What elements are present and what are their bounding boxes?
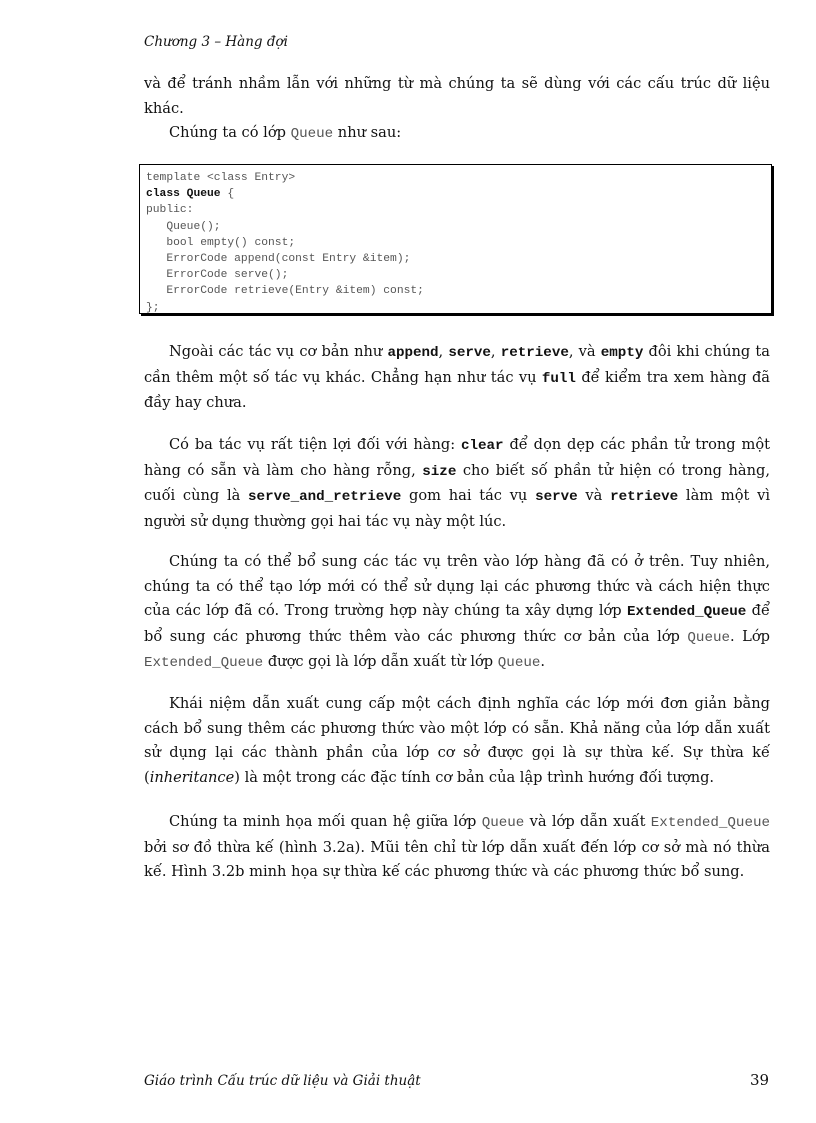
- code-keyword: clear: [461, 438, 504, 454]
- text: . Lớp: [730, 627, 770, 645]
- text: ) là một trong các đặc tính cơ bản của lập trình hướng đối tượng.: [234, 768, 715, 786]
- text: Có ba tác vụ rất tiện lợi đối với hàng:: [169, 436, 461, 453]
- paragraph-convenient-operations: [144, 433, 770, 534]
- text: được gọi là lớp dẫn xuất từ lớp: [263, 653, 498, 670]
- text: ,: [490, 343, 501, 360]
- text: và lớp dẫn xuất: [524, 813, 651, 830]
- text: Chúng ta có thể bổ sung các tác vụ trên vào lớp hàng đã có ở trên. Tuy nhiên, chúng ta có thể tạo lớp mới có thể sử dụng lại các phương thức và cách hiện thực của các lớp đã có. Trong trường hợp này chúng ta xây dựng lớp: [144, 553, 770, 619]
- footer-book-title: Giáo trình Cấu trúc dữ liệu và Giải thuật: [144, 1073, 421, 1089]
- text: ,: [438, 343, 449, 360]
- code-line: bool empty() const;: [146, 236, 296, 249]
- code-keyword: retrieve: [500, 345, 569, 361]
- code-line: ErrorCode retrieve(Entry &item) const;: [146, 285, 424, 298]
- code-line: [146, 186, 765, 202]
- code-keyword: retrieve: [610, 489, 679, 505]
- code-line: Queue();: [146, 220, 221, 233]
- chapter-header: Chương 3 – Hàng đợi: [144, 34, 288, 50]
- code-line: ErrorCode append(const Entry &item);: [146, 253, 411, 266]
- italic-term: inheritance: [149, 768, 235, 786]
- text: như sau:: [333, 124, 402, 141]
- code-keyword: empty: [600, 345, 644, 361]
- text: đôi khi chúng ta cần thêm một số tác vụ khác. Chẳng hạn như tác vụ: [144, 343, 770, 386]
- text: , và: [568, 343, 601, 360]
- text: và để tránh nhầm lẫn với những từ mà chúng ta sẽ dùng với các cấu trúc dữ liệu khác.: [144, 75, 770, 117]
- code-listing: [139, 164, 772, 314]
- text: Chúng ta minh họa mối quan hệ giữa lớp: [169, 813, 482, 830]
- text: để dọn dẹp các phần tử trong một hàng có sẵn và làm cho hàng rỗng,: [144, 436, 770, 479]
- text: để kiểm tra xem hàng đã đầy hay chưa.: [144, 368, 770, 411]
- code-keyword: class Queue: [146, 188, 221, 201]
- page-number: 39: [750, 1071, 770, 1089]
- code-keyword: Extended_Queue: [627, 604, 747, 620]
- code-inline: Queue: [687, 629, 730, 646]
- code-inline: Queue: [481, 815, 525, 831]
- paragraph-diagram-intro: [144, 810, 770, 885]
- text: Khái niệm dẫn xuất cung cấp một cách định nghĩa các lớp mới đơn giản bằng cách bổ sung thêm các phương thức vào một lớp có sẵn. Khả năng của lớp dẫn xuất sử dụng lại các thành phần của lớp cơ sở được gọi là sự thừa kế. Sự thừa kế (: [144, 695, 770, 786]
- paragraph-intro: [144, 72, 770, 121]
- text: .: [540, 653, 546, 670]
- text: để bổ sung các phương thức thêm vào các phương thức cơ bản của lớp: [144, 602, 770, 645]
- code-keyword: serve_and_retrieve: [248, 489, 402, 505]
- text: Chúng ta có lớp: [169, 124, 291, 141]
- paragraph-inheritance: [144, 692, 770, 790]
- text: và: [577, 487, 611, 504]
- code-line: public:: [146, 204, 194, 217]
- code-line: template <class Entry>: [146, 172, 296, 184]
- code-line: };: [146, 301, 160, 314]
- text: làm một vì người sử dụng thường gọi hai tác vụ này một lúc.: [144, 487, 770, 530]
- text: bởi sơ đồ thừa kế (hình 3.2a). Mũi tên chỉ từ lớp dẫn xuất đến lớp cơ sở mà nó thừa kế. Hình 3.2b minh họa sự thừa kế các phương thức và các phương thức bổ sung.: [144, 838, 770, 880]
- code-keyword: serve: [535, 489, 578, 505]
- paragraph-queue-class: [144, 121, 770, 147]
- paragraph-basic-operations: [144, 340, 770, 416]
- code-inline: Extended_Queue: [144, 655, 264, 671]
- paragraph-extended-queue: [144, 550, 770, 676]
- text: cho biết số phần tử hiện có trong hàng, cuối cùng là: [144, 461, 771, 504]
- text: Ngoài các tác vụ cơ bản như: [169, 343, 388, 360]
- text: gom hai tác vụ: [401, 487, 536, 504]
- code-inline: Queue: [290, 126, 334, 142]
- code-keyword: full: [541, 370, 576, 387]
- code-keyword: append: [387, 345, 439, 361]
- code-inline: Queue: [497, 655, 541, 671]
- code-keyword: serve: [448, 345, 491, 361]
- code-inline: Extended_Queue: [650, 815, 770, 831]
- code-text: {: [220, 188, 235, 201]
- code-line: ErrorCode serve();: [146, 269, 289, 282]
- code-keyword: size: [422, 463, 457, 480]
